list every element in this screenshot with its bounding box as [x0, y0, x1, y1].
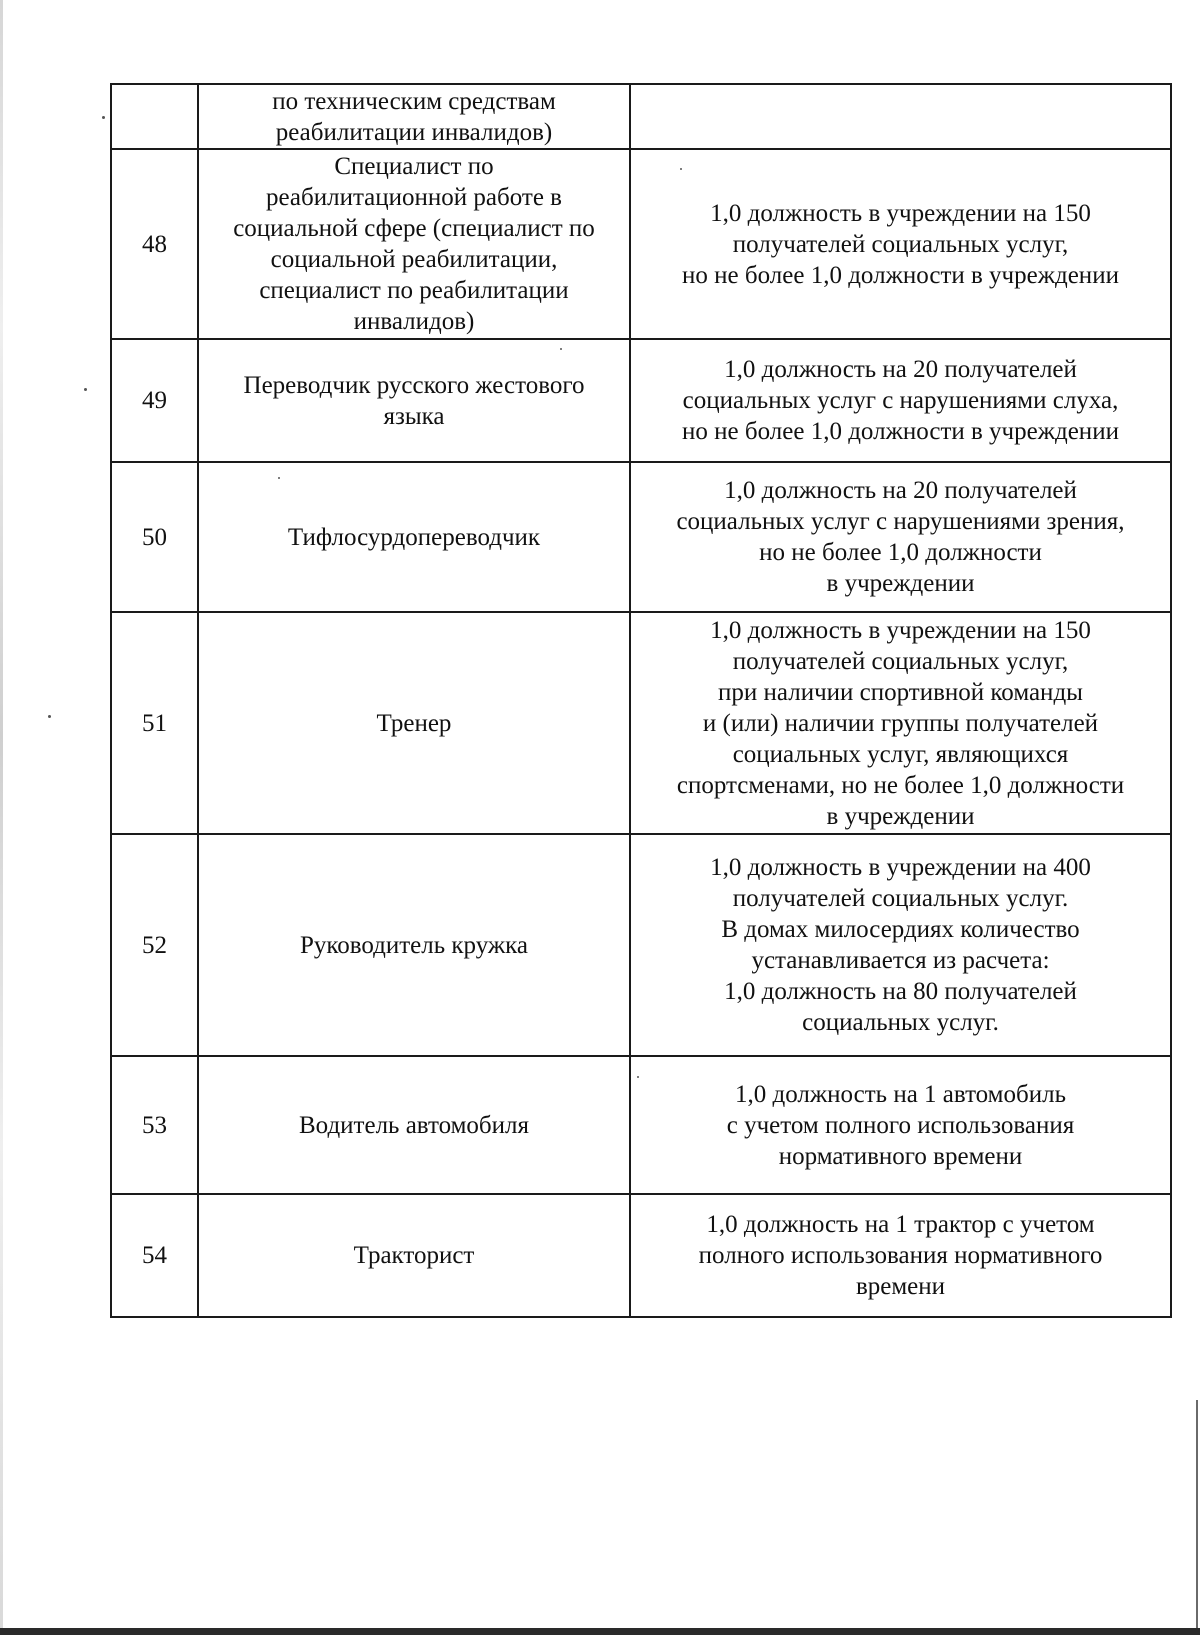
table-row — [111, 339, 1171, 462]
position-title: Тифлосурдопереводчик — [198, 462, 630, 612]
table-row — [111, 1194, 1171, 1317]
table-row — [111, 612, 1171, 834]
row-number: 54 — [111, 1194, 198, 1317]
staffing-norm: 1,0 должность в учреждении на 400 получателей социальных услуг. В домах милосердиях количество устанавливается из расчета: 1,0 должность на 80 получателей социальных услуг. — [630, 834, 1171, 1056]
position-title: Руководитель кружка — [198, 834, 630, 1056]
staffing-norm: 1,0 должность на 20 получателей социальных услуг с нарушениями зрения, но не более 1,0 должности в учреждении — [630, 462, 1171, 612]
table-row — [111, 462, 1171, 612]
row-number: 51 — [111, 612, 198, 834]
staffing-norm: 1,0 должность на 1 автомобиль с учетом полного использования нормативного времени — [630, 1056, 1171, 1194]
row-number: 50 — [111, 462, 198, 612]
position-title: Тренер — [198, 612, 630, 834]
table-row — [111, 84, 1171, 149]
position-title: Специалист по реабилитационной работе в социальной сфере (специалист по социальной реабилитации, специалист по реабилитации инвалидов) — [198, 149, 630, 339]
table-row — [111, 1056, 1171, 1194]
staffing-norm — [630, 84, 1171, 149]
row-number — [111, 84, 198, 149]
position-title: по техническим средствам реабилитации инвалидов) — [198, 84, 630, 149]
scan-speck — [102, 116, 105, 119]
position-title: Тракторист — [198, 1194, 630, 1317]
staffing-norm: 1,0 должность на 1 трактор с учетом полного использования нормативного времени — [630, 1194, 1171, 1317]
staffing-norms-table — [110, 83, 1172, 1318]
staffing-norm: 1,0 должность в учреждении на 150 получателей социальных услуг, но не более 1,0 должности в учреждении — [630, 149, 1171, 339]
scan-right-edge — [1196, 1400, 1198, 1628]
row-number: 48 — [111, 149, 198, 339]
scan-speck — [84, 388, 87, 391]
staffing-norm: 1,0 должность в учреждении на 150 получателей социальных услуг, при наличии спортивной команды и (или) наличии группы получателей социальных услуг, являющихся спортсменами, но не более 1,0 должности в учреждении — [630, 612, 1171, 834]
position-title: Водитель автомобиля — [198, 1056, 630, 1194]
table-row — [111, 834, 1171, 1056]
table-row — [111, 149, 1171, 339]
scan-left-edge — [0, 0, 3, 1635]
staffing-norm: 1,0 должность на 20 получателей социальных услуг с нарушениями слуха, но не более 1,0 должности в учреждении — [630, 339, 1171, 462]
scan-speck — [48, 715, 51, 718]
row-number: 52 — [111, 834, 198, 1056]
row-number: 53 — [111, 1056, 198, 1194]
position-title: Переводчик русского жестового языка — [198, 339, 630, 462]
row-number: 49 — [111, 339, 198, 462]
scan-bottom-edge — [0, 1628, 1200, 1635]
